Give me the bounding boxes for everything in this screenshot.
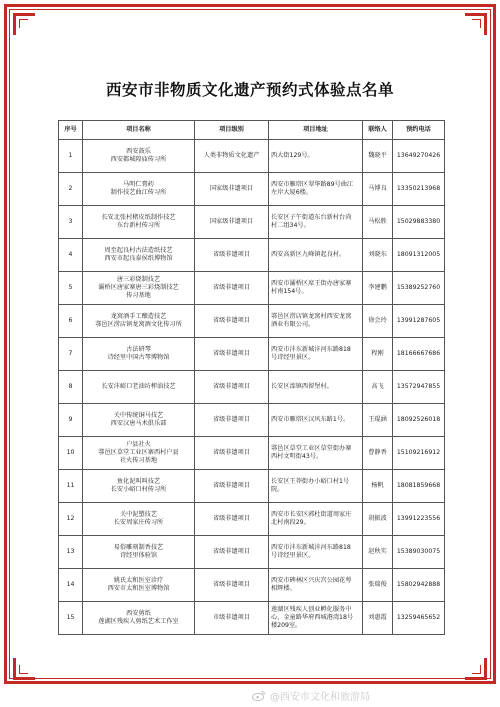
cell-project-level: 省级非遗项目 [195,569,269,602]
cell-project-address: 西安市沣东新城沣河东路818 号诗经里景区。 [269,338,363,371]
cell-index: 4 [59,239,83,272]
cell-phone: 13649270426 [393,140,445,173]
table-row [59,305,445,338]
cell-index: 6 [59,305,83,338]
cell-contact: 刘晓东 [363,239,393,272]
cell-phone: 18166667686 [393,338,445,371]
table-row [59,239,445,272]
cell-project-address: 长安区子午街道东台新村台尚 村二组34号。 [269,206,363,239]
cell-project-name: 唐三彩烧制技艺 灞桥区唐家寨唐三彩烧制技艺 传习基地 [83,272,195,305]
table-row [59,536,445,569]
cell-project-name: 西安鼓乐 西安都城隍庙传习所 [83,140,195,173]
cell-index: 11 [59,470,83,503]
table-body [59,140,445,635]
cell-project-name: 鱼化泥叫叫技艺 长安小峪口村传习所 [83,470,195,503]
cell-project-level: 省级非遗项目 [195,305,269,338]
cell-project-address: 西安市雁塔区翠华路89号曲江 左岸大厦6楼。 [269,173,363,206]
cell-project-level: 国家级非遗项目 [195,206,269,239]
table-row [59,173,445,206]
corner-ornament-bottom-right [465,658,487,680]
cell-project-name: 龙窝酒手工酿造技艺 鄠邑区涝店镇龙窝酒文化传习所 [83,305,195,338]
header-index: 序号 [59,121,83,140]
cell-project-address: 鄠邑区涝店镇龙窝村西安龙窝 酒业有限公司。 [269,305,363,338]
cell-project-name: 周至起良村古法造纸技艺 西安市起良泰侯纸博物馆 [83,239,195,272]
cell-contact: 高飞 [363,371,393,404]
cell-project-address: 莲湖区残疾人创业孵化服务中 心，金童路华府西城港湾18号 楼209室。 [269,602,363,635]
cell-index: 2 [59,173,83,206]
cell-contact: 杨帆 [363,470,393,503]
cell-project-level: 省级非遗项目 [195,239,269,272]
cell-phone: 13991223556 [393,503,445,536]
cell-contact: 刘惠霞 [363,602,393,635]
cell-index: 15 [59,602,83,635]
cell-phone: 18092526018 [393,404,445,437]
cell-project-name: 西安剪纸 莲湖区残疾人剪纸艺术工作室 [83,602,195,635]
table-row [59,602,445,635]
table-row [59,371,445,404]
cell-contact: 魏晓平 [363,140,393,173]
experience-site-table [58,120,445,635]
cell-phone: 15029883380 [393,206,445,239]
cell-project-address: 西安市长安区郭杜街道周家庄 北村南段29。 [269,503,363,536]
cell-index: 14 [59,569,83,602]
cell-project-address: 西安市碑林区兴庆宫公园花萼 相辉楼。 [269,569,363,602]
cell-project-name: 马明仁膏药 制作技艺曲江传习所 [83,173,195,206]
cell-project-level: 市级非遗项目 [195,602,269,635]
cell-phone: 13991287605 [393,305,445,338]
cell-contact: 王琨涵 [363,404,393,437]
header-phone: 预约电话 [393,121,445,140]
cell-project-name: 户县社火 鄠邑区草堂工业区寨西村户县 社火传习基地 [83,437,195,470]
cell-project-address: 长安区滦镇西留堡村。 [269,371,363,404]
cell-project-address: 西安市沣东新城沣河东路818 号诗经里景区。 [269,536,363,569]
cell-index: 9 [59,404,83,437]
cell-contact: 胡振波 [363,503,393,536]
cell-project-level: 省级非遗项目 [195,503,269,536]
cell-index: 1 [59,140,83,173]
cell-project-address: 西安市灞桥区席王街办唐家寨 村南154号。 [269,272,363,305]
cell-project-level: 省级非遗项目 [195,437,269,470]
cell-phone: 13259465652 [393,602,445,635]
cell-phone: 15802942888 [393,569,445,602]
cell-project-address: 西安市雁塔区汉风东路1号。 [269,404,363,437]
cell-project-name: 关中泥塑技艺 长安周家庄传习所 [83,503,195,536]
cell-index: 12 [59,503,83,536]
cell-contact: 徐会玲 [363,305,393,338]
table-row [59,569,445,602]
cell-index: 10 [59,437,83,470]
cell-project-address: 鄠邑区草堂工业区草堂街办寨 西村文明街43号。 [269,437,363,470]
cell-index: 5 [59,272,83,305]
header-project-address: 项目地址 [269,121,363,140]
cell-project-level: 省级非遗项目 [195,470,269,503]
cell-phone: 15389030075 [393,536,445,569]
cell-phone: 15389252760 [393,272,445,305]
table-row [59,140,445,173]
cell-contact: 马博良 [363,173,393,206]
cell-contact: 张瑞俊 [363,569,393,602]
cell-project-level: 省级非遗项目 [195,536,269,569]
table-row [59,503,445,536]
cell-project-name: 长安北张村楮皮纸制作技艺 东台新村传习所 [83,206,195,239]
watermark-text: @西安市文化和旅游局 [270,691,370,703]
header-contact: 联络人 [363,121,393,140]
table-row [59,470,445,503]
cell-index: 13 [59,536,83,569]
table-row [59,272,445,305]
cell-project-level: 省级非遗项目 [195,272,269,305]
cell-contact: 李建鹏 [363,272,393,305]
cell-index: 3 [59,206,83,239]
cell-index: 8 [59,371,83,404]
corner-ornament-top-right [465,13,487,35]
cell-project-address: 长安区王莽街办小峪口村1号 院。 [269,470,363,503]
cell-project-level: 省级非遗项目 [195,338,269,371]
table-row [59,404,445,437]
cell-phone: 13350213968 [393,173,445,206]
cell-project-name: 姚氏太和医室诊疗 西安市太和医室博物馆 [83,569,195,602]
cell-project-level: 人类非物质文化遗产 [195,140,269,173]
document-title: 西安市非物质文化遗产预约式体验点名单 [105,80,394,99]
header-project-name: 项目名称 [83,121,195,140]
cell-project-level: 省级非遗项目 [195,404,269,437]
table-row [59,206,445,239]
cell-phone: 15109216912 [393,437,445,470]
cell-project-address: 西大街129号。 [269,140,363,173]
cell-project-name: 关中传统铜马技艺 西安汉唐马术俱乐部 [83,404,195,437]
cell-project-level: 省级非遗项目 [195,371,269,404]
cell-phone: 18091312005 [393,239,445,272]
table-header-row [59,121,445,140]
header-project-level: 项目级别 [195,121,269,140]
cell-contact: 马松胜 [363,206,393,239]
table-row [59,437,445,470]
weibo-watermark [252,688,370,702]
cell-project-name: 易俗雕刻制香技艺 诗经里体验馆 [83,536,195,569]
cell-phone: 13572947855 [393,371,445,404]
corner-ornament-top-left [13,13,35,35]
cell-contact: 赵秋实 [363,536,393,569]
cell-contact: 程刚 [363,338,393,371]
cell-contact: 曹静香 [363,437,393,470]
cell-index: 7 [59,338,83,371]
table-row [59,338,445,371]
cell-project-name: 长安沣峪口老油坊榨油技艺 [83,371,195,404]
corner-ornament-bottom-left [13,658,35,680]
cell-project-name: 古法研琴 诗经里中国古琴博物馆 [83,338,195,371]
cell-project-address: 西安高新区九峰镇起良村。 [269,239,363,272]
cell-phone: 18081859668 [393,470,445,503]
cell-project-level: 国家级非遗项目 [195,173,269,206]
weibo-icon [252,690,266,701]
